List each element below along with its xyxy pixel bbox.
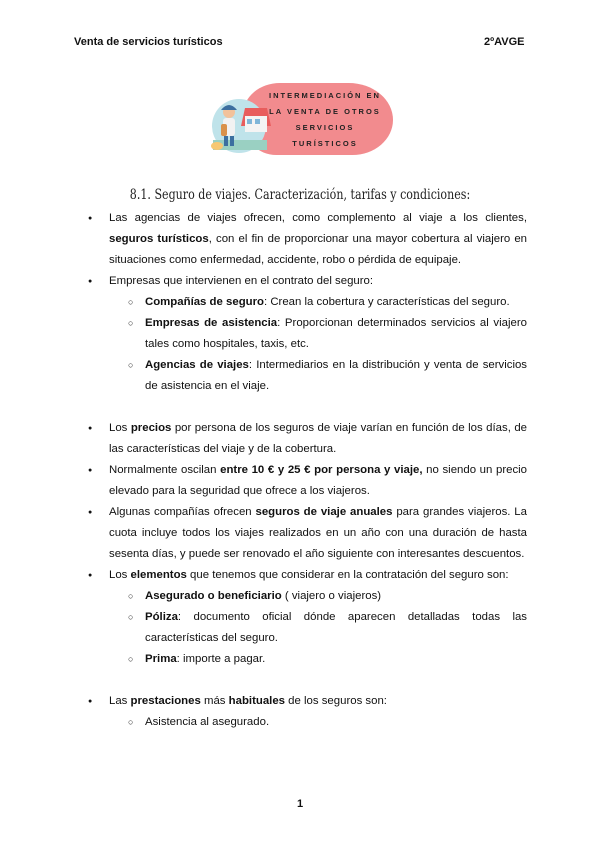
sub-list-item: ○ Agencias de viajes: Intermediarios en la distribución y venta de servicios de asistencia en el viaje. <box>0 355 600 397</box>
sub-list-item: ○ Asegurado o beneficiario ( viajero o viajeros) <box>0 586 600 607</box>
sub-list-item: ○ Asistencia al asegurado. <box>0 712 600 733</box>
list-item: ● Las agencias de viajes ofrecen, como complemento al viaje a los clientes, seguros turísticos, con el fin de proporcionar una mayor cobertura al viajero en situaciones como enfermedad, accidente, robo o pérdida de equipaje. <box>0 208 600 271</box>
page-number: 1 <box>296 798 304 810</box>
sub-list-item: ○ Compañías de seguro: Crean la cobertura y características del seguro. <box>0 292 600 313</box>
list-item: ● Normalmente oscilan entre 10 € y 25 € por persona y viaje, no siendo un precio elevado para la seguridad que ofrece a los viajeros. <box>0 460 600 502</box>
document-body <box>0 208 600 733</box>
list-item: ● Algunas compañías ofrecen seguros de viaje anuales para grandes viajeros. La cuota incluye todos los viajes realizados en un año con una duración de hasta sesenta días, y puede ser renovado el año siguiente con interesantes descuentos. <box>0 502 600 565</box>
list-item: ● Empresas que intervienen en el contrato del seguro: <box>0 271 600 292</box>
banner-title: INTERMEDIACIÓN EN LA VENTA DE OTROS SERVICIOS TURÍSTICOS <box>269 91 381 148</box>
sub-list-item: ○ Póliza: documento oficial dónde aparecen detalladas todas las características del seguro. <box>0 607 600 649</box>
header-subject: Venta de servicios turísticos <box>74 36 223 48</box>
sub-list-item: ○ Prima: importe a pagar. <box>0 649 600 670</box>
list-item: ● Los precios por persona de los seguros de viaje varían en función de los días, de las características del viaje y de la cobertura. <box>0 418 600 460</box>
title-banner <box>205 80 395 158</box>
list-item: ● Los elementos que tenemos que considerar en la contratación del seguro son: <box>0 565 600 586</box>
sub-list-item: ○ Empresas de asistencia: Proporcionan determinados servicios al viajero tales como hospitales, taxis, etc. <box>0 313 600 355</box>
section-title: 8.1. Seguro de viajes. Caracterización, tarifas y condiciones: <box>129 187 471 203</box>
list-item: ● Las prestaciones más habituales de los seguros son: <box>0 691 600 712</box>
header-course: 2ºAVGE <box>484 36 525 48</box>
